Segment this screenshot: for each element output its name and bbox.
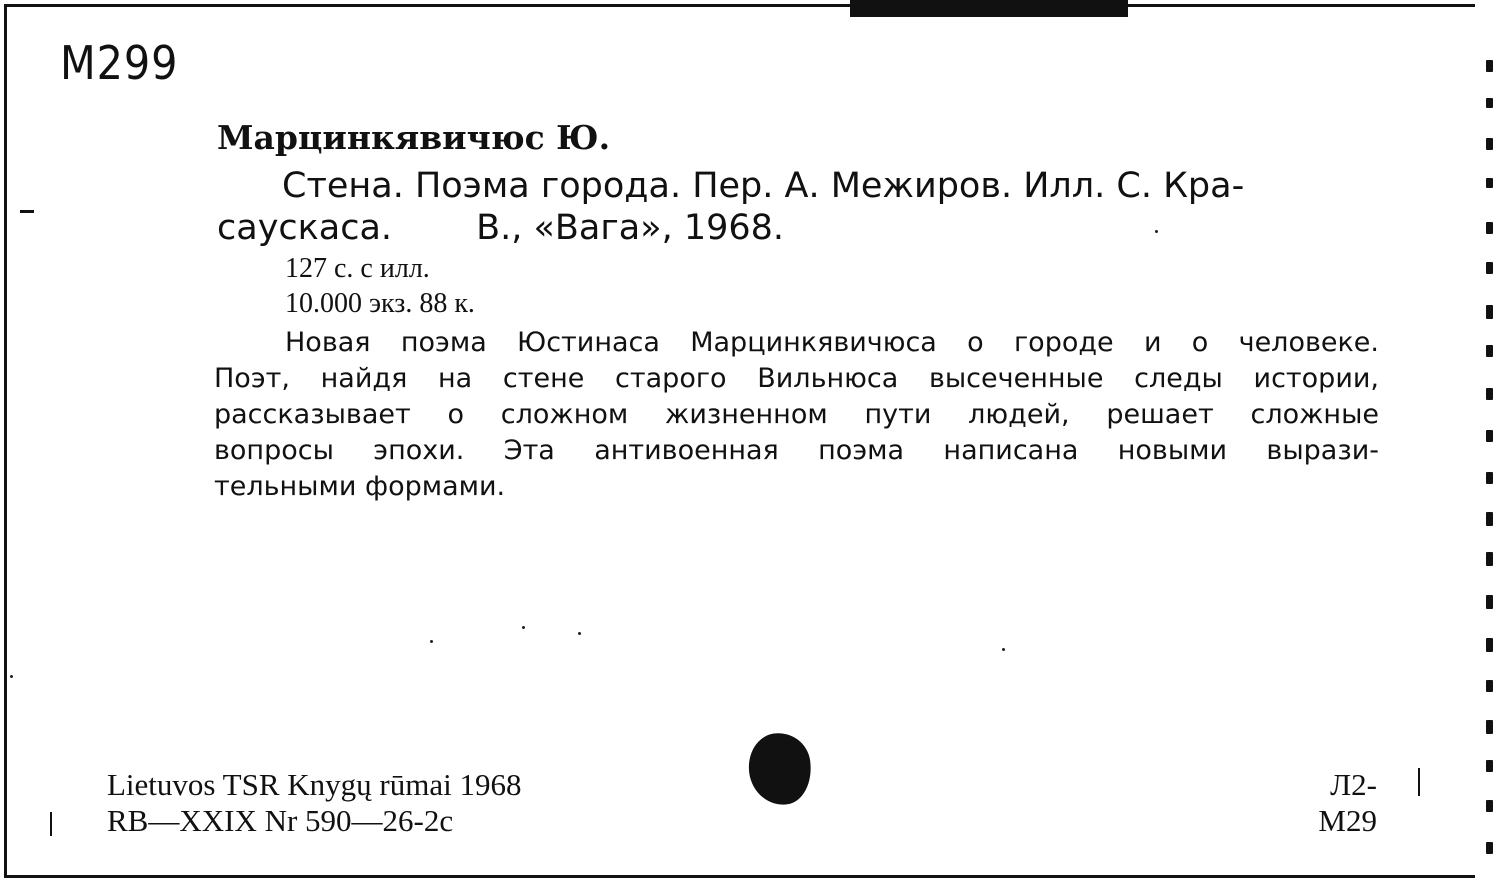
edge-mark (1486, 178, 1493, 188)
edge-mark (1486, 98, 1493, 108)
edge-mark (1486, 388, 1493, 400)
edge-mark (1486, 638, 1493, 652)
scan-mark (20, 210, 34, 213)
publisher-imprint: В., «Вага», 1968. (476, 208, 785, 248)
edge-mark (1486, 222, 1493, 234)
call-number: M299 (60, 36, 179, 90)
author-heading: Марцинкявичюс Ю. (217, 118, 611, 157)
footer-left (107, 767, 521, 839)
scan-mark (1418, 768, 1420, 796)
footer-publisher-line: Lietuvos TSR Knygų rūmai 1968 (107, 767, 522, 802)
annotation-line: рассказывает о сложном жизненном пути людей, решает сложные (214, 399, 1379, 430)
copies-price-line: 10.000 экз. 88 к. (285, 288, 475, 319)
edge-mark (1486, 595, 1493, 609)
annotation-line: тельными формами. (214, 471, 506, 502)
speck (1002, 648, 1005, 651)
edge-mark (1486, 345, 1493, 357)
edge-mark (1486, 138, 1493, 150)
annotation-line: Новая поэма Юстинаса Марцинкявичюса о городе и о человеке. (285, 327, 1379, 358)
edge-mark (1486, 60, 1493, 72)
edge-mark (1486, 512, 1493, 526)
title-line-end: саускаса. (217, 208, 393, 248)
footer-right (1312, 767, 1377, 839)
annotation-line: вопросы эпохи. Эта антивоенная поэма написана новыми вырази- (214, 435, 1379, 466)
speck (522, 626, 525, 629)
edge-mark (1486, 305, 1493, 319)
edge-mark (1486, 720, 1493, 734)
edge-mark (1486, 262, 1493, 274)
edge-mark (1486, 552, 1493, 566)
scan-right-edge (1475, 0, 1495, 883)
speck (430, 640, 433, 643)
footer-author-mark: M29 (1318, 803, 1377, 838)
title-line: Стена. Поэма города. Пер. А. Межиров. Илл. С. Кра- (282, 166, 1245, 206)
footer-classification: Л2- (1330, 767, 1377, 802)
title-line-2 (217, 207, 1382, 249)
edge-mark (1486, 680, 1493, 692)
scan-top-bar (850, 0, 1128, 17)
speck (1155, 230, 1158, 233)
annotation (214, 325, 1379, 505)
title-block (217, 165, 1382, 249)
edge-mark (1486, 472, 1493, 484)
pages-line: 127 с. с илл. (285, 253, 430, 284)
edge-mark (1486, 842, 1493, 854)
edge-mark (1486, 800, 1493, 812)
annotation-line: Поэт, найдя на стене старого Вильнюса высеченные следы истории, (214, 363, 1379, 394)
speck (10, 675, 13, 678)
scan-mark (50, 812, 52, 836)
footer-registry-line: RB—XXIX Nr 590—26-2c (107, 803, 454, 838)
speck (578, 632, 581, 635)
edge-mark (1486, 760, 1493, 772)
edge-mark (1486, 430, 1493, 442)
